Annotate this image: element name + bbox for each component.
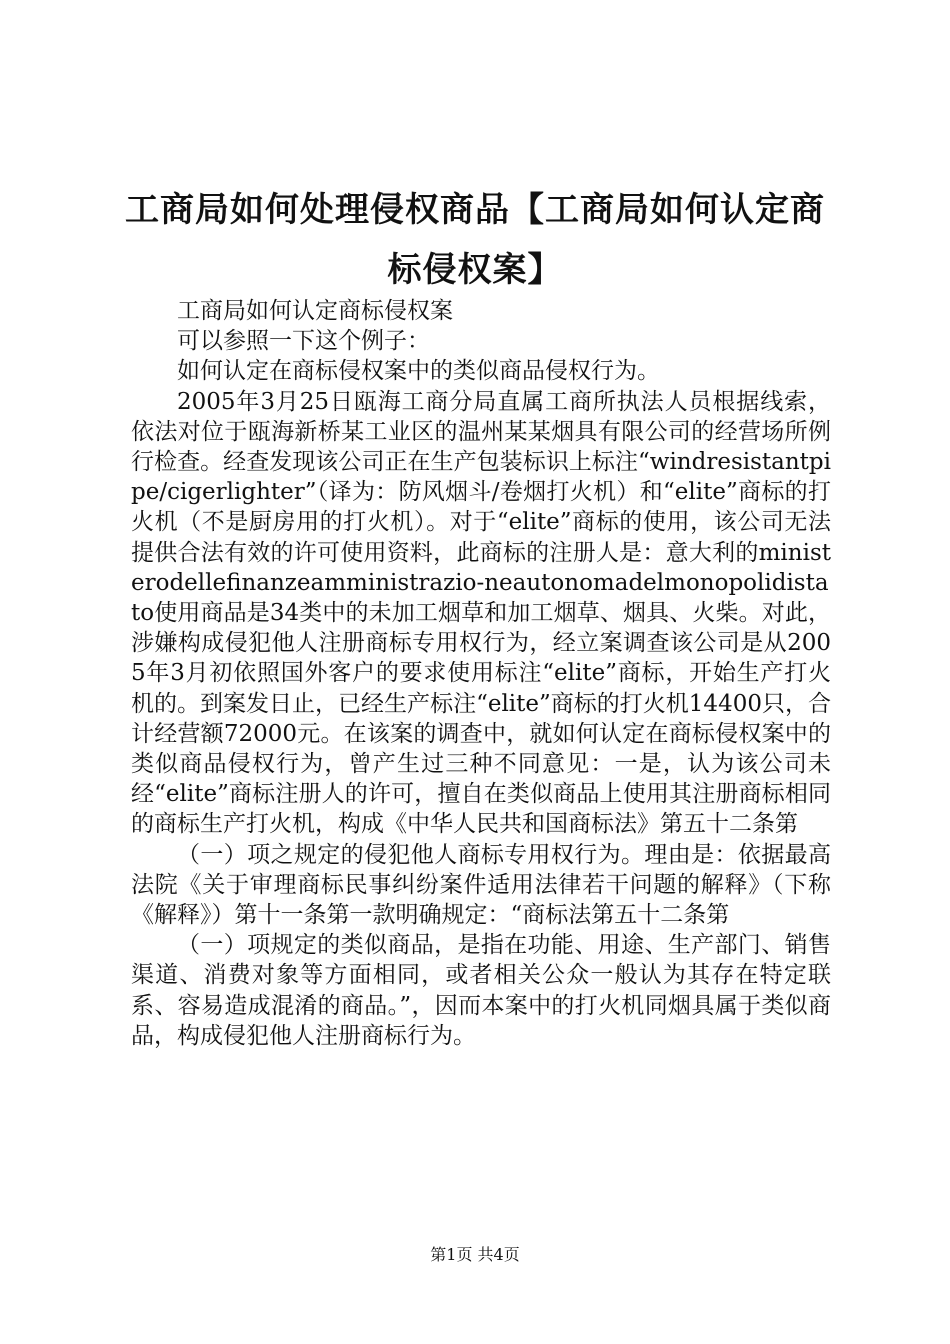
page-footer: 第1页 共4页 [430,1245,520,1264]
paragraph: 如何认定在商标侵权案中的类似商品侵权行为。 [177,358,660,385]
document-body [131,296,831,1051]
document-title: 工商局如何处理侵权商品【工商局如何认定商标侵权案】 [125,190,825,290]
paragraph: （一）项之规定的侵犯他人商标专用权行为。理由是：依据最高法院《关于审理商标民事纠纷案件适用法律若干问题的解释》（下称《解释》）第十一条第一款明确规定：“商标法第五十二条第 [131,841,831,929]
paragraph: 工商局如何认定商标侵权案 [177,298,453,324]
paragraph: （一）项规定的类似商品，是指在功能、用途、生产部门、销售渠道、消费对象等方面相同，或者相关公众一般认为其存在特定联系、容易造成混淆的商品。”，因而本案中的打火机同烟具属于类似商品，构成侵犯他人注册商标行为。 [131,932,831,1049]
paragraph: 2005年3月25日瓯海工商分局直属工商所执法人员根据线索，依法对位于瓯海新桥某工业区的温州某某烟具有限公司的经营场所例行检查。经查发现该公司正在生产包装标识上标注“windresistantpipe/cigerlighter”（译为：防风烟斗/卷烟打火机）和“elite”商标的打火机（不是厨房用的打火机）。对于“elite”商标的使用，该公司无法提供合法有效的许可使用资料，此商标的注册人是：意大利的ministerodellefinanzeamministrazio-neautonomadelmonopolidistato使用商品是34类中的未加工烟草和加工烟草、烟具、火柴。对此，涉嫌构成侵犯他人注册商标专用权行为，经立案调查该公司是从2005年3月初依照国外客户的要求使用标注“elite”商标，开始生产打火机的。到案发日止，已经生产标注“elite”商标的打火机14400只，合计经营额72000元。在该案的调查中，就如何认定在商标侵权案中的类似商品侵权行为，曾产生过三种不同意见：一是，认为该公司未经“elite”商标注册人的许可，擅自在类似商品上使用其注册商标相同的商标生产打火机，构成《中华人民共和国商标法》第五十二条第 [131,388,831,838]
paragraph: 可以参照一下这个例子： [177,328,430,355]
